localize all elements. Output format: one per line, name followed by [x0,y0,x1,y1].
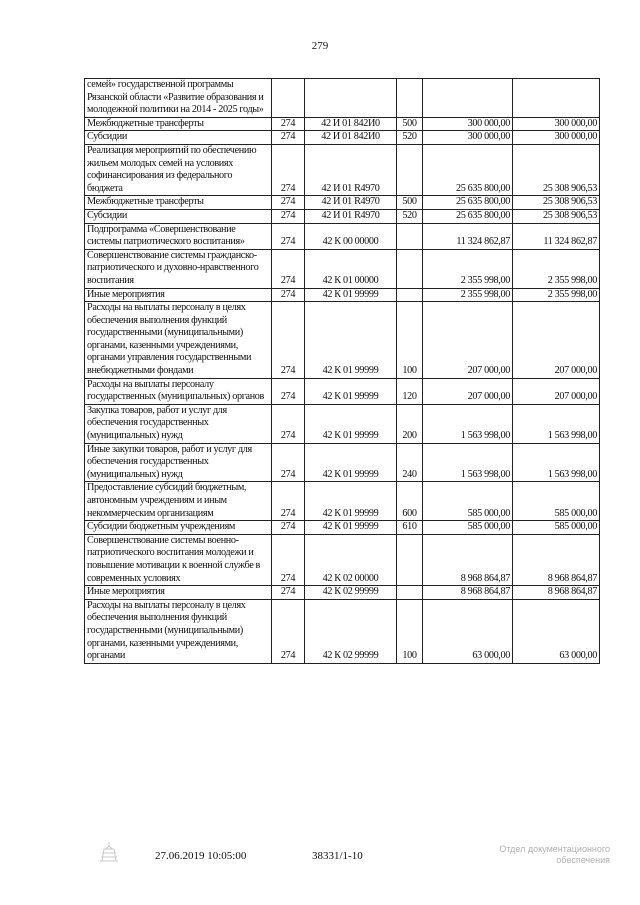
row-planned-amount: 207 000,00 [423,302,513,379]
row-planned-amount: 63 000,00 [423,599,513,663]
row-name: семей» государственной программы Рязанской области «Развитие образования и молодежной политики на 2014 - 2025 годы» [85,79,272,118]
row-admin-code: 274 [272,599,305,663]
row-planned-amount: 585 000,00 [423,521,513,535]
row-planned-amount: 300 000,00 [423,117,513,131]
budget-table-body [85,79,600,664]
row-target-article: 42 К 01 99999 [305,443,397,482]
footer-date: 27.06.2019 10:05:00 [155,850,247,862]
row-target-article [305,79,397,118]
row-admin-code: 274 [272,482,305,521]
row-planned-amount [423,79,513,118]
row-planned-amount: 300 000,00 [423,131,513,145]
row-expense-type [397,249,423,288]
row-executed-amount: 585 000,00 [513,482,600,521]
row-expense-type: 600 [397,482,423,521]
footer-doc-number: 38331/1-10 [312,850,363,862]
row-expense-type [397,79,423,118]
table-row [85,302,600,379]
row-name: Предоставление субсидий бюджетным, автономным учреждениям и иным некоммерческим организациям [85,482,272,521]
row-name: Расходы на выплаты персоналу в целях обеспечения выполнения функций государственными (муниципальными) органами, казенными учреждениями, органами управления государственными внебюджетными фондами [85,302,272,379]
row-name: Расходы на выплаты персоналу в целях обеспечения выполнения функций государственными (муниципальными) органами, казенными учреждениями, органами [85,599,272,663]
table-row [85,404,600,443]
row-executed-amount: 1 563 998,00 [513,404,600,443]
table-row [85,196,600,210]
page-footer [0,846,640,886]
row-planned-amount: 25 635 800,00 [423,196,513,210]
row-executed-amount: 207 000,00 [513,378,600,404]
table-row [85,131,600,145]
row-name: Совершенствование системы военно-патриотического воспитания молодежи и повышение мотивации к военной службе в современных условиях [85,534,272,585]
row-target-article: 42 К 01 99999 [305,378,397,404]
table-row [85,534,600,585]
row-planned-amount: 207 000,00 [423,378,513,404]
row-expense-type [397,534,423,585]
row-target-article: 42 К 01 00000 [305,249,397,288]
row-target-article: 42 К 02 00000 [305,534,397,585]
table-row [85,209,600,223]
row-executed-amount: 8 968 864,87 [513,534,600,585]
row-expense-type: 520 [397,131,423,145]
row-expense-type: 500 [397,117,423,131]
row-target-article: 42 К 02 99999 [305,586,397,600]
page-number: 279 [311,40,329,52]
row-target-article: 42 К 02 99999 [305,599,397,663]
table-row [85,599,600,663]
table-row [85,249,600,288]
row-expense-type: 500 [397,196,423,210]
watermark-line-2: обеспечения [556,855,610,865]
row-executed-amount: 25 308 906,53 [513,209,600,223]
row-name: Межбюджетные трансферты [85,117,272,131]
row-target-article: 42 И 01 842И0 [305,117,397,131]
archive-stamp-icon [96,840,122,866]
row-target-article: 42 К 01 99999 [305,482,397,521]
row-executed-amount: 2 355 998,00 [513,249,600,288]
row-admin-code: 274 [272,288,305,302]
row-admin-code: 274 [272,534,305,585]
row-admin-code: 274 [272,223,305,249]
row-planned-amount: 8 968 864,87 [423,586,513,600]
table-row [85,521,600,535]
row-planned-amount: 2 355 998,00 [423,288,513,302]
row-name: Совершенствование системы гражданско-патриотического и духовно-нравственного воспитания [85,249,272,288]
row-executed-amount: 300 000,00 [513,117,600,131]
table-row [85,288,600,302]
row-planned-amount: 585 000,00 [423,482,513,521]
row-name: Межбюджетные трансферты [85,196,272,210]
row-expense-type [397,223,423,249]
row-executed-amount: 300 000,00 [513,131,600,145]
row-expense-type: 200 [397,404,423,443]
row-target-article: 42 К 01 99999 [305,404,397,443]
row-name: Закупка товаров, работ и услуг для обеспечения государственных (муниципальных) нужд [85,404,272,443]
row-planned-amount: 11 324 862,87 [423,223,513,249]
row-executed-amount: 63 000,00 [513,599,600,663]
table-row [85,482,600,521]
footer-watermark [440,844,610,866]
row-planned-amount: 1 563 998,00 [423,404,513,443]
row-admin-code: 274 [272,302,305,379]
row-executed-amount [513,79,600,118]
row-name: Иные мероприятия [85,586,272,600]
row-admin-code: 274 [272,117,305,131]
row-target-article: 42 К 01 99999 [305,288,397,302]
table-row [85,443,600,482]
row-target-article: 42 К 01 99999 [305,302,397,379]
row-expense-type: 240 [397,443,423,482]
row-name: Подпрограмма «Совершенствование системы патриотического воспитания» [85,223,272,249]
row-target-article: 42 К 00 00000 [305,223,397,249]
row-admin-code: 274 [272,131,305,145]
row-name: Реализация мероприятий по обеспечению жильем молодых семей на условиях софинансирования из федерального бюджета [85,144,272,195]
row-planned-amount: 1 563 998,00 [423,443,513,482]
row-planned-amount: 25 635 800,00 [423,209,513,223]
row-executed-amount: 8 968 864,87 [513,586,600,600]
budget-table [84,78,600,664]
row-name: Субсидии [85,131,272,145]
row-executed-amount: 25 308 906,53 [513,196,600,210]
row-expense-type [397,144,423,195]
row-expense-type: 520 [397,209,423,223]
watermark-line-1: Отдел документационного [499,844,610,854]
row-admin-code: 274 [272,378,305,404]
table-row [85,378,600,404]
row-admin-code: 274 [272,196,305,210]
row-target-article: 42 И 01 R4970 [305,144,397,195]
row-executed-amount: 207 000,00 [513,302,600,379]
row-executed-amount: 585 000,00 [513,521,600,535]
row-expense-type [397,586,423,600]
row-admin-code: 274 [272,404,305,443]
row-admin-code: 274 [272,521,305,535]
row-target-article: 42 К 01 99999 [305,521,397,535]
row-name: Расходы на выплаты персоналу государственных (муниципальных) органов [85,378,272,404]
row-expense-type: 120 [397,378,423,404]
row-admin-code: 274 [272,586,305,600]
table-row [85,79,600,118]
row-executed-amount: 11 324 862,87 [513,223,600,249]
table-row [85,117,600,131]
row-name: Субсидии бюджетным учреждениям [85,521,272,535]
row-executed-amount: 2 355 998,00 [513,288,600,302]
row-target-article: 42 И 01 842И0 [305,131,397,145]
row-admin-code: 274 [272,443,305,482]
row-admin-code: 274 [272,249,305,288]
row-expense-type: 100 [397,599,423,663]
row-admin-code: 274 [272,209,305,223]
table-row [85,223,600,249]
table-row [85,144,600,195]
row-target-article: 42 И 01 R4970 [305,209,397,223]
row-executed-amount: 25 308 906,53 [513,144,600,195]
row-name: Субсидии [85,209,272,223]
row-planned-amount: 8 968 864,87 [423,534,513,585]
row-executed-amount: 1 563 998,00 [513,443,600,482]
row-expense-type: 100 [397,302,423,379]
row-name: Иные мероприятия [85,288,272,302]
row-expense-type: 610 [397,521,423,535]
row-planned-amount: 25 635 800,00 [423,144,513,195]
row-target-article: 42 И 01 R4970 [305,196,397,210]
row-name: Иные закупки товаров, работ и услуг для обеспечения государственных (муниципальных) нужд [85,443,272,482]
row-planned-amount: 2 355 998,00 [423,249,513,288]
row-admin-code [272,79,305,118]
table-row [85,586,600,600]
row-expense-type [397,288,423,302]
row-admin-code: 274 [272,144,305,195]
